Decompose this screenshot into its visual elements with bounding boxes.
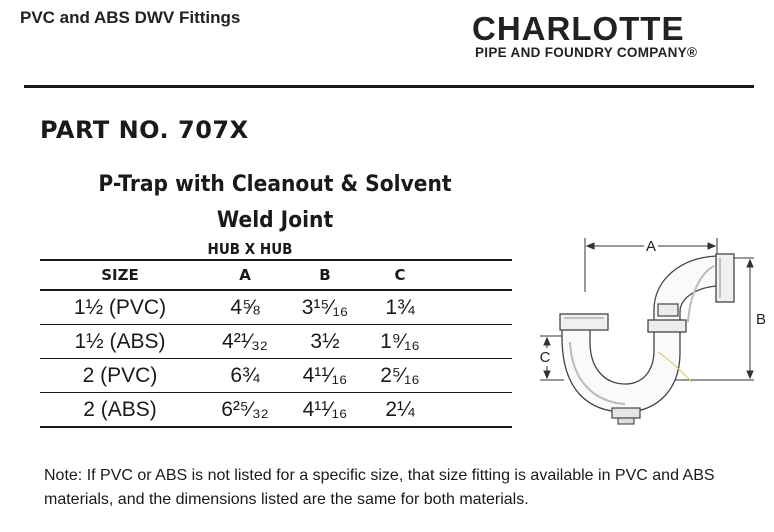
cell-spacer — [440, 325, 512, 359]
connection-type: HUB X HUB — [207, 240, 293, 258]
brand-logo-name: CHARLOTTE — [472, 10, 685, 47]
trap-body — [562, 256, 720, 412]
cell-c: 1¾ — [360, 290, 440, 325]
part-number: PART NO. 707X — [40, 116, 249, 144]
table-row — [40, 290, 512, 325]
cell-c: 2⁵⁄₁₆ — [360, 359, 440, 393]
cleanout-plug — [612, 408, 640, 418]
cell-b: 4¹¹⁄₁₆ — [290, 359, 360, 393]
table-row — [40, 359, 512, 393]
cell-b: 3½ — [290, 325, 360, 359]
column-header-spacer — [440, 260, 512, 290]
trap-left-hub — [560, 314, 608, 330]
cell-a: 4²¹⁄₃₂ — [200, 325, 290, 359]
column-header-b: B — [290, 260, 360, 290]
cell-c: 2¼ — [360, 393, 440, 428]
cell-a: 4⅝ — [200, 290, 290, 325]
dimension-label-b: B — [755, 311, 767, 328]
dimension-b-arrow-bottom — [747, 371, 753, 378]
p-trap-diagram — [530, 232, 770, 432]
dimension-label-c: C — [539, 349, 551, 366]
table-header-row — [40, 260, 512, 290]
table-row — [40, 393, 512, 428]
cell-size: 2 (ABS) — [40, 393, 200, 428]
column-header-c: C — [360, 260, 440, 290]
cell-a: 6²⁵⁄₃₂ — [200, 393, 290, 428]
trap-union-coupling — [648, 320, 686, 332]
dimension-b-arrow-top — [747, 260, 753, 267]
cell-b: 3¹⁵⁄₁₆ — [290, 290, 360, 325]
column-header-a: A — [200, 260, 290, 290]
trap-union-ring — [658, 304, 678, 316]
column-header-size: SIZE — [40, 260, 200, 290]
dimension-a-arrow-right — [708, 243, 715, 249]
product-title — [59, 167, 491, 239]
category-title: PVC and ABS DWV Fittings — [20, 8, 241, 27]
footnote: Note: If PVC or ABS is not listed for a specific size, that size fitting is available in PVC and ABS materials, and the dimensions listed are the same for both materials. — [44, 467, 715, 508]
dimension-label-a: A — [645, 238, 657, 255]
trap-u-bend — [562, 324, 680, 412]
cell-size: 1½ (PVC) — [40, 290, 200, 325]
table-row — [40, 325, 512, 359]
cell-size: 1½ (ABS) — [40, 325, 200, 359]
product-title-line1: P-Trap with Cleanout & Solvent — [98, 172, 452, 197]
dimension-a-arrow-left — [587, 243, 594, 249]
cell-spacer — [440, 359, 512, 393]
trap-outlet-hub — [716, 254, 734, 302]
cell-b: 4¹¹⁄₁₆ — [290, 393, 360, 428]
header-divider — [24, 85, 754, 88]
dimension-c-arrow-bottom — [544, 371, 550, 378]
cell-size: 2 (PVC) — [40, 359, 200, 393]
cell-c: 1⁹⁄₁₆ — [360, 325, 440, 359]
cell-spacer — [440, 290, 512, 325]
cell-a: 6¾ — [200, 359, 290, 393]
dimensions-table — [40, 259, 512, 428]
cleanout-plug-nut — [618, 418, 634, 424]
cell-spacer — [440, 393, 512, 428]
product-title-line2: Weld Joint — [216, 208, 334, 233]
dimension-c-arrow-top — [544, 338, 550, 345]
brand-logo-tagline: PIPE AND FOUNDRY COMPANY® — [475, 45, 698, 60]
